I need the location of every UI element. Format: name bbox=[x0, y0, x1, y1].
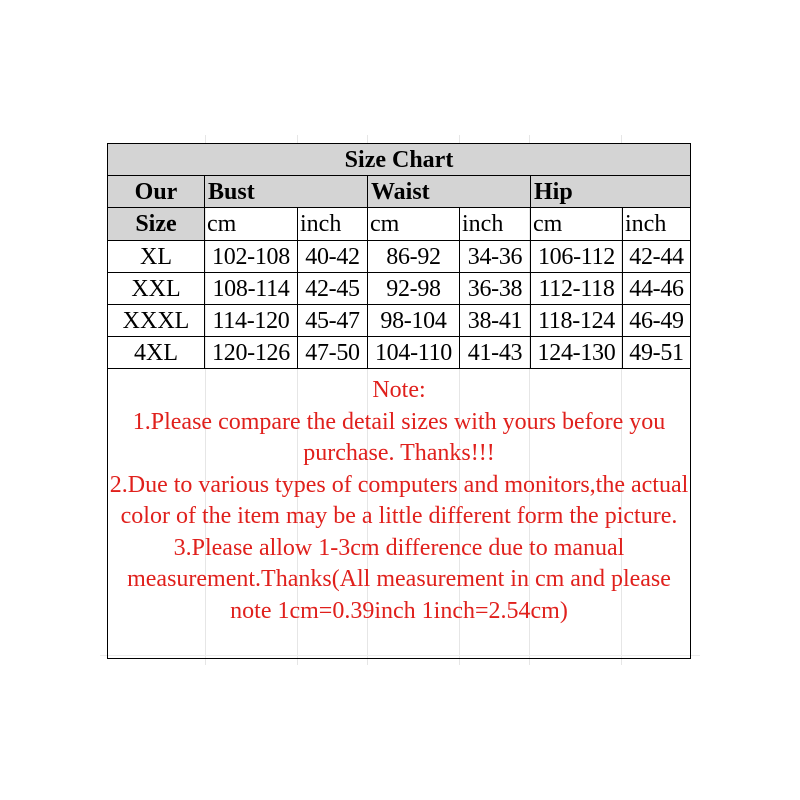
size-header-line2: Size bbox=[108, 208, 205, 241]
unit-header: inch bbox=[298, 208, 368, 241]
hip-cm: 112-118 bbox=[531, 273, 623, 305]
waist-inch: 41-43 bbox=[460, 337, 531, 369]
hip-cm: 124-130 bbox=[531, 337, 623, 369]
notes-heading: Note: bbox=[372, 377, 426, 403]
bust-cm: 120-126 bbox=[205, 337, 298, 369]
bust-cm: 102-108 bbox=[205, 241, 298, 273]
unit-header: cm bbox=[205, 208, 298, 241]
size-label: XL bbox=[108, 241, 205, 273]
waist-cm: 98-104 bbox=[368, 305, 460, 337]
size-label: XXL bbox=[108, 273, 205, 305]
note-item: 3.Please allow 1-3cm difference due to manual measurement.Thanks(All measurement in cm and please note 1cm=0.39inch 1inch=2.54cm) bbox=[127, 534, 671, 624]
unit-header: cm bbox=[368, 208, 460, 241]
waist-cm: 86-92 bbox=[368, 241, 460, 273]
chart-title: Size Chart bbox=[108, 144, 691, 176]
bust-inch: 42-45 bbox=[298, 273, 368, 305]
hip-inch: 44-46 bbox=[623, 273, 691, 305]
table-row bbox=[108, 241, 691, 273]
bust-inch: 45-47 bbox=[298, 305, 368, 337]
size-label: XXXL bbox=[108, 305, 205, 337]
bust-inch: 47-50 bbox=[298, 337, 368, 369]
notes-section bbox=[108, 369, 691, 659]
hip-cm: 106-112 bbox=[531, 241, 623, 273]
hip-header: Hip bbox=[531, 176, 691, 208]
bust-header: Bust bbox=[205, 176, 368, 208]
hip-inch: 46-49 bbox=[623, 305, 691, 337]
bust-cm: 114-120 bbox=[205, 305, 298, 337]
size-header-line1: Our bbox=[108, 176, 205, 208]
waist-inch: 38-41 bbox=[460, 305, 531, 337]
hip-inch: 49-51 bbox=[623, 337, 691, 369]
note-item: 1.Please compare the detail sizes with yours before you purchase. Thanks!!! bbox=[132, 408, 666, 466]
waist-inch: 36-38 bbox=[460, 273, 531, 305]
unit-header: inch bbox=[460, 208, 531, 241]
waist-inch: 34-36 bbox=[460, 241, 531, 273]
table-row bbox=[108, 305, 691, 337]
note-item: 2.Due to various types of computers and monitors,the actual color of the item may be a little different form the picture. bbox=[109, 471, 689, 529]
bust-inch: 40-42 bbox=[298, 241, 368, 273]
table-row bbox=[108, 273, 691, 305]
bust-cm: 108-114 bbox=[205, 273, 298, 305]
waist-cm: 104-110 bbox=[368, 337, 460, 369]
hip-inch: 42-44 bbox=[623, 241, 691, 273]
unit-header: cm bbox=[531, 208, 623, 241]
unit-header: inch bbox=[623, 208, 691, 241]
waist-header: Waist bbox=[368, 176, 531, 208]
hip-cm: 118-124 bbox=[531, 305, 623, 337]
size-chart-table bbox=[107, 143, 691, 659]
size-label: 4XL bbox=[108, 337, 205, 369]
table-row bbox=[108, 337, 691, 369]
waist-cm: 92-98 bbox=[368, 273, 460, 305]
